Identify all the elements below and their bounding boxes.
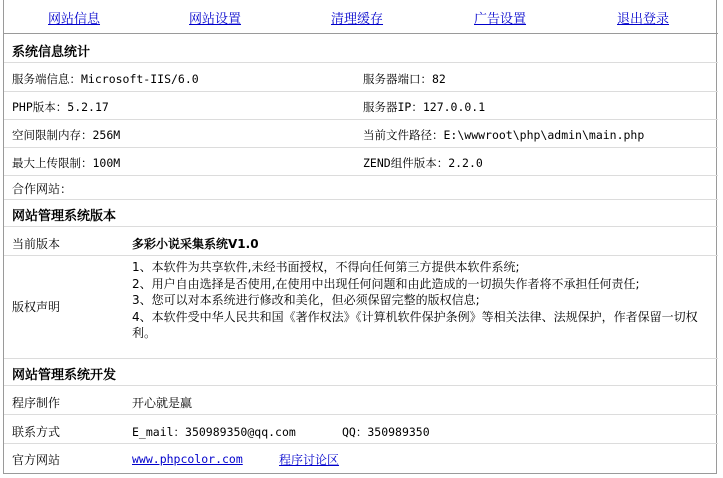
copyright-item: 1、本软件为共享软件,未经书面授权，不得向任何第三方提供本软件系统; [132,260,520,274]
official-site-label: 官方网站 [12,453,61,467]
nav-logout-link[interactable]: 退出登录 [617,12,670,27]
nav-site-info-link[interactable]: 网站信息 [48,12,101,27]
divider [4,443,718,444]
current-version-label: 当前版本 [12,237,61,251]
divider [4,119,718,120]
author-value: 开心就是赢 [132,396,193,410]
official-site-link[interactable]: www.phpcolor.com [132,452,243,466]
forum-link[interactable]: 程序讨论区 [279,453,340,467]
email-text: E_mail：350989350@qq.com [132,425,296,439]
server-ip-text: 服务器IP：127.0.0.1 [363,100,486,114]
current-version-value: 多彩小说采集系统V1.0 [132,237,259,251]
author-label: 程序制作 [12,396,61,410]
divider [4,199,718,200]
zend-version-text: ZEND组件版本：2.2.0 [363,156,483,170]
divider [4,226,718,227]
copyright-item: 2、用户自由选择是否使用,在使用中出现任何问题和由此造成的一切损失作者将不承担任何责任; [132,276,640,291]
php-version-text: PHP版本：5.2.17 [12,100,109,114]
nav-ad-settings-link[interactable]: 广告设置 [474,12,527,27]
nav-site-settings-link[interactable]: 网站设置 [189,12,242,27]
divider [4,62,718,63]
copyright-item: 4、本软件受中华人民共和国《著作权法》《计算机软件保护条例》等相关法律、法规保护，作者保留一切权利。 [132,309,698,340]
top-nav [4,0,718,34]
server-software-text: 服务端信息：Microsoft-IIS/6.0 [12,72,199,86]
divider [4,385,718,386]
contact-label: 联系方式 [12,425,61,439]
copyright-label: 版权声明 [12,300,61,314]
main-panel [3,0,717,474]
divider [4,414,718,415]
server-port-text: 服务器端口：82 [363,72,446,86]
partner-site-text: 合作网站： [12,182,73,196]
memory-limit-text: 空间限制内存：256M [12,128,121,142]
sysinfo-title: 系统信息统计 [12,45,91,60]
file-path-text: 当前文件路径：E:\wwwroot\php\admin\main.php [363,128,645,142]
divider [4,91,718,92]
divider [4,358,718,359]
divider [4,175,718,176]
copyright-list [132,259,702,342]
copyright-item: 3、您可以对本系统进行修改和美化，但必须保留完整的版权信息; [132,293,480,307]
dev-title: 网站管理系统开发 [12,368,117,383]
nav-clear-cache-link[interactable]: 清理缓存 [331,12,384,27]
divider [4,147,718,148]
version-title: 网站管理系统版本 [12,209,117,224]
divider [4,255,718,256]
upload-limit-text: 最大上传限制：100M [12,156,121,170]
qq-text: QQ：350989350 [342,425,430,439]
